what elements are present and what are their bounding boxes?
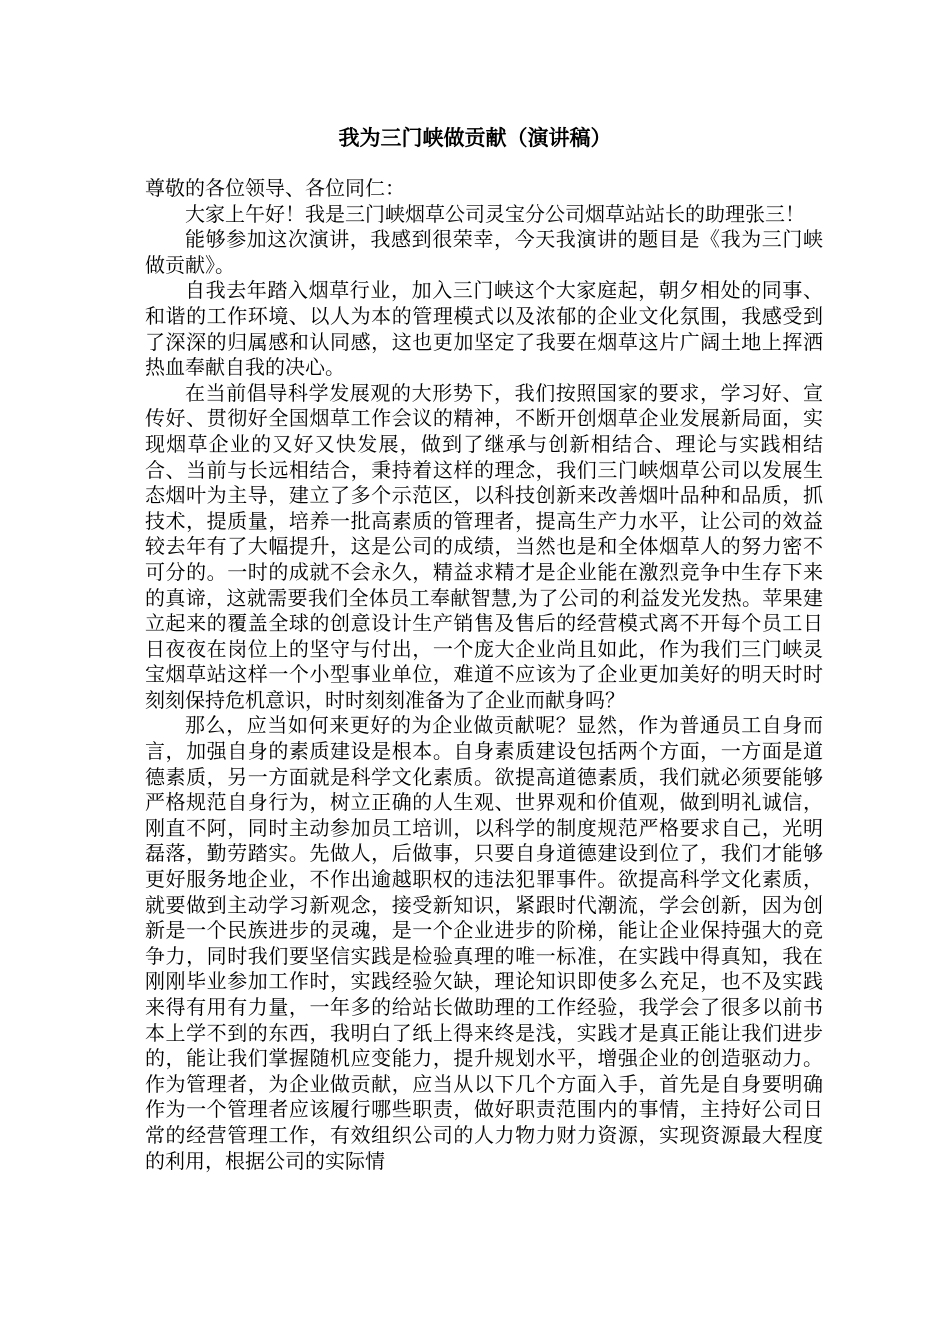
paragraph-contribution: 那么，应当如何来更好的为企业做贡献呢？显然，作为普通员工自身而言，加强自身的素质建设是根本。自身素质建设包括两个方面，一方面是道德素质，另一方面就是科学文化素质。欲提高道德素质，我们就必须要能够严格规范自身行为，树立正确的人生观、世界观和价值观，做到明礼诚信，刚直不阿，同时主动参加员工培训，以科学的制度规范严格要求自己，光明磊落，勤劳踏实。先做人，后做事，只要自身道德建设到位了，我们才能够更好服务地企业，不作出逾越职权的违法犯罪事件。欲提高科学文化素质，就要做到主动学习新观念，接受新知识，紧跟时代潮流，学会创新，因为创新是一个民族进步的灵魂，是一个企业进步的阶梯，能让企业保持强大的竞争力，同时我们要坚信实践是检验真理的唯一标准，在实践中得真知，我在刚刚毕业参加工作时，实践经验欠缺，理论知识即使多么充足，也不及实践来得有用有力量，一年多的给站长做助理的工作经验，我学会了很多以前书本上学不到的东西，我明白了纸上得来终是浅，实践才是真正能让我们进步的，能让我们掌握随机应变能力，提升规划水平，增强企业的创造驱动力。作为管理者，为企业做贡献，应当从以下几个方面入手，首先是自身要明确作为一个管理者应该履行哪些职责，做好职责范围内的事情，主持好公司日常的经营管理工作，有效组织公司的人力物力财力资源，实现资源最大程度的利用，根据公司的实际情 [145,713,823,1173]
salutation: 尊敬的各位领导、各位同仁： [145,176,405,200]
paragraph-greeting: 大家上午好！我是三门峡烟草公司灵宝分公司烟草站站长的助理张三！ [185,201,805,226]
paragraph-topic: 能够参加这次演讲，我感到很荣幸，今天我演讲的题目是《我为三门峡做贡献》。 [145,227,823,277]
document-title: 我为三门峡做贡献（演讲稿） [338,126,612,150]
document-body [145,176,823,1174]
paragraph-development: 在当前倡导科学发展观的大形势下，我们按照国家的要求，学习好、宣传好、贯彻好全国烟草工作会议的精神，不断开创烟草企业发展新局面，实现烟草企业的又好又快发展，做到了继承与创新相结合、理论与实践相结合、当前与长远相结合，秉持着这样的理念，我们三门峡烟草公司以发展生态烟叶为主导，建立了多个示范区，以科技创新来改善烟叶品种和品质，抓技术，提质量，培养一批高素质的管理者，提高生产力水平，让公司的效益较去年有了大幅提升，这是公司的成绩，当然也是和全体烟草人的努力密不可分的。一时的成就不会永久，精益求精才是企业能在激烈竞争中生存下来的真谛，这就需要我们全体员工奉献智慧,为了公司的利益发光发热。苹果建立起来的覆盖全球的创意设计生产销售及售后的经营模式离不开每个员工日日夜夜在岗位上的坚守与付出，一个庞大企业尚且如此，作为我们三门峡灵宝烟草站这样一个小型事业单位，难道不应该为了企业更加美好的明天时时刻刻保持危机意识，时时刻刻准备为了企业而献身吗？ [145,380,823,712]
paragraph-belonging: 自我去年踏入烟草行业，加入三门峡这个大家庭起，朝夕相处的同事、和谐的工作环境、以人为本的管理模式以及浓郁的企业文化氛围，我感受到了深深的归属感和认同感，这也更加坚定了我要在烟草这片广阔土地上挥洒热血奉献自我的决心。 [145,278,823,380]
